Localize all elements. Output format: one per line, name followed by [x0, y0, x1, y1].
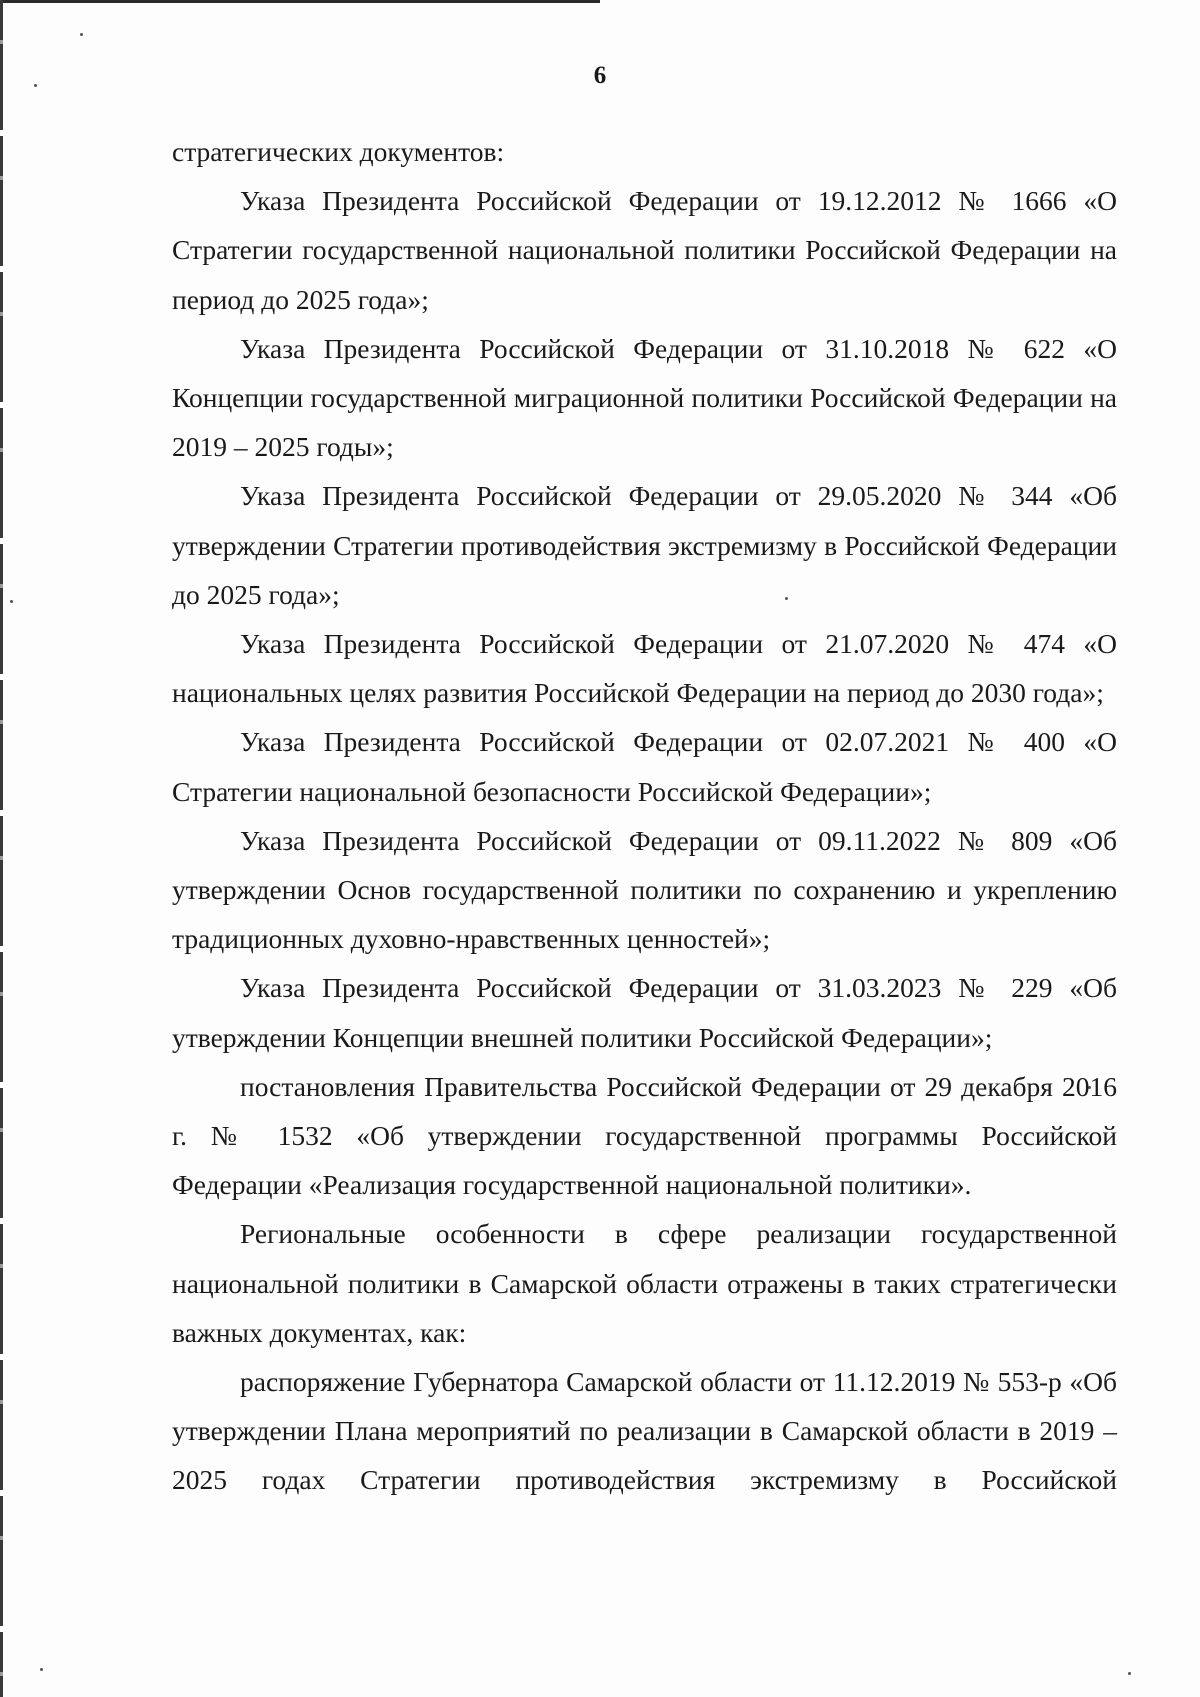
paragraph-decree-400: Указа Президента Российской Федерации от 02.07.2021 № 400 «О Стратегии национальной безопасности Российской Федерации»;: [172, 726, 1117, 807]
paragraph-regional-features: Региональные особенности в сфере реализации государственной национальной политики в Самарской области отражены в таких стратегически важных документах, как:: [172, 1218, 1117, 1348]
scan-speck: [10, 600, 13, 603]
document-body: [172, 127, 1117, 1505]
paragraph-continuation: стратегических документов:: [172, 136, 505, 167]
paragraph-decree-229: Указа Президента Российской Федерации от 31.03.2023 № 229 «Об утверждении Концепции внешней политики Российской Федерации»;: [172, 972, 1117, 1053]
paragraph-decree-809: Указа Президента Российской Федерации от 09.11.2022 № 809 «Об утверждении Основ государственной политики по сохранению и укреплению традиционных духовно-нравственных ценностей»;: [172, 824, 1117, 955]
scan-speck: [80, 33, 83, 36]
paragraph-decree-1666: Указа Президента Российской Федерации от 19.12.2012 № 1666 «О Стратегии государственной национальной политики Российской Федерации на период до 2025 года»;: [172, 185, 1117, 315]
scan-speck: [40, 1668, 43, 1671]
paragraph-decree-622: Указа Президента Российской Федерации от 31.10.2018 № 622 «О Концепции государственной миграционной политики Российской Федерации на 2019 – 2025 годы»;: [172, 332, 1117, 463]
paragraph-decree-344: Указа Президента Российской Федерации от 29.05.2020 № 344 «Об утверждении Стратегии противодействия экстремизму в Российской Федерации до 2025 года»;: [172, 480, 1117, 610]
scan-edge-top: [0, 0, 600, 3]
page-number: 6: [593, 62, 607, 89]
scan-speck: [1128, 1672, 1131, 1675]
scan-edge-left: [0, 0, 3, 1697]
paragraph-decree-474: Указа Президента Российской Федерации от 21.07.2020 № 474 «О национальных целях развития Российской Федерации на период до 2030 года»;: [172, 628, 1117, 709]
paragraph-resolution-1532: постановления Правительства Российской Федерации от 29 декабря 2016 г. № 1532 «Об утверждении государственной программы Российской Федерации «Реализация государственной национальной политики».: [172, 1070, 1117, 1201]
paragraph-order-553: распоряжение Губернатора Самарской области от 11.12.2019 № 553-р «Об утверждении Плана мероприятий по реализации в Самарской области в 2019 – 2025 годах Стратегии противодействия экстремизму в Российской: [172, 1366, 1117, 1496]
